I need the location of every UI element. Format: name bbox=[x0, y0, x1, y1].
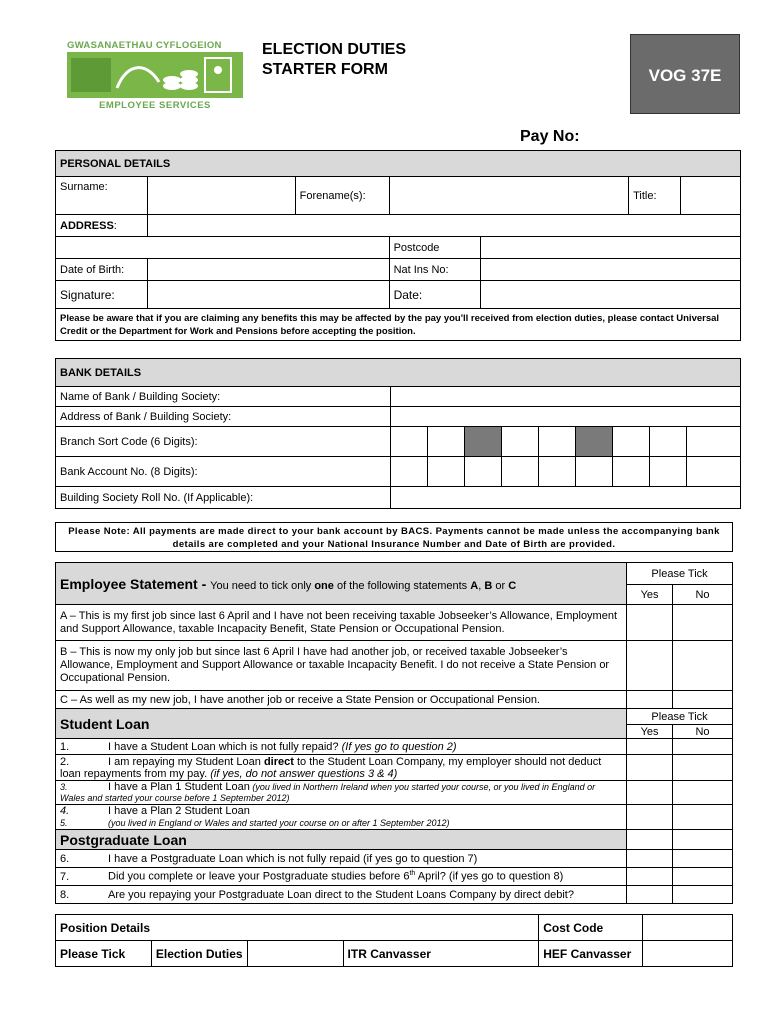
itr-canvasser-label: ITR Canvasser bbox=[343, 941, 539, 967]
hef-canvasser-box[interactable] bbox=[643, 941, 733, 967]
logo-top-text: GWASANAETHAU CYFLOGEION bbox=[67, 40, 222, 51]
bank-name-field[interactable] bbox=[391, 387, 741, 407]
surname-field[interactable] bbox=[147, 177, 295, 215]
student-yes-header: Yes bbox=[627, 725, 673, 739]
cost-code-label: Cost Code bbox=[539, 915, 643, 941]
account-digit[interactable] bbox=[539, 457, 576, 487]
student-q4: 4. I have a Plan 2 Student Loan 5. (you lived in England or Wales and started your course on or after 1 September 2012) bbox=[56, 805, 627, 830]
account-digit[interactable] bbox=[465, 457, 502, 487]
postgrad-q6: 6. I have a Postgraduate Loan which is not fully repaid (if yes go to question 7) bbox=[56, 850, 627, 868]
account-digit[interactable] bbox=[502, 457, 539, 487]
sort-code-digit[interactable] bbox=[502, 427, 539, 457]
statement-b-no-box[interactable] bbox=[673, 641, 733, 691]
postgrad-q8: 8. Are you repaying your Postgraduate Loan direct to the Student Loans Company by direct debit? bbox=[56, 886, 627, 904]
title-line-1: ELECTION DUTIES bbox=[262, 41, 407, 58]
postgrad-q8-no-box[interactable] bbox=[673, 886, 733, 904]
employee-services-logo bbox=[67, 40, 243, 112]
date-label: Date: bbox=[389, 281, 481, 309]
statement-a-yes-box[interactable] bbox=[627, 605, 673, 641]
roll-no-label: Building Society Roll No. (If Applicable): bbox=[56, 487, 391, 509]
account-digit[interactable] bbox=[613, 457, 650, 487]
student-q4-no-box[interactable] bbox=[673, 805, 733, 830]
bacs-note: Please Note: All payments are made direct to your bank account by BACS. Payments cannot be made unless the accompanying bank details are completed and your National Insurance Number and Date of Birth are provided. bbox=[55, 522, 733, 552]
student-no-header: No bbox=[673, 725, 733, 739]
personal-details-table bbox=[55, 150, 741, 341]
postgrad-q6-no-box[interactable] bbox=[673, 850, 733, 868]
statement-b-yes-box[interactable] bbox=[627, 641, 673, 691]
statement-c-no-box[interactable] bbox=[673, 691, 733, 709]
account-digit[interactable] bbox=[428, 457, 465, 487]
sort-code-digit[interactable] bbox=[539, 427, 576, 457]
nat-ins-field[interactable] bbox=[481, 259, 741, 281]
title-label: Title: bbox=[629, 177, 681, 215]
employee-statement-heading: Employee Statement - You need to tick only one of the following statements A, B or C bbox=[56, 563, 627, 605]
logo-bottom-text: EMPLOYEE SERVICES bbox=[99, 100, 211, 111]
sort-code-digit[interactable] bbox=[613, 427, 650, 457]
logo-graphic bbox=[67, 52, 243, 98]
form-title bbox=[262, 40, 406, 80]
account-spare bbox=[686, 457, 740, 487]
student-q1-no-box[interactable] bbox=[673, 739, 733, 755]
postcode-label: Postcode bbox=[389, 237, 481, 259]
election-duties-box[interactable] bbox=[247, 941, 343, 967]
postgrad-loan-heading: Postgraduate Loan bbox=[56, 830, 627, 850]
form-code-box: VOG 37E bbox=[630, 34, 740, 114]
roll-no-field[interactable] bbox=[391, 487, 741, 509]
postgrad-q7-yes-box[interactable] bbox=[627, 868, 673, 886]
surname-label: Surname: bbox=[56, 177, 148, 215]
hef-canvasser-label: HEF Canvasser bbox=[539, 941, 643, 967]
forenames-field[interactable] bbox=[389, 177, 629, 215]
bank-name-label: Name of Bank / Building Society: bbox=[56, 387, 391, 407]
bank-details-table bbox=[55, 358, 741, 509]
student-q2-yes-box[interactable] bbox=[627, 755, 673, 781]
dob-field[interactable] bbox=[147, 259, 389, 281]
sort-code-digit[interactable] bbox=[391, 427, 428, 457]
pay-no-label: Pay No: bbox=[520, 128, 580, 145]
postgrad-q7-no-box[interactable] bbox=[673, 868, 733, 886]
bank-address-field[interactable] bbox=[391, 407, 741, 427]
postgrad-q6-yes-box[interactable] bbox=[627, 850, 673, 868]
sort-code-separator bbox=[465, 427, 502, 457]
signature-label: Signature: bbox=[56, 281, 148, 309]
student-q2-no-box[interactable] bbox=[673, 755, 733, 781]
cost-code-field[interactable] bbox=[643, 915, 733, 941]
statement-a-no-box[interactable] bbox=[673, 605, 733, 641]
position-details-table bbox=[55, 914, 733, 967]
account-no-label: Bank Account No. (8 Digits): bbox=[56, 457, 391, 487]
student-q3-no-box[interactable] bbox=[673, 781, 733, 805]
postgrad-q8-yes-box[interactable] bbox=[627, 886, 673, 904]
statement-a: A – This is my first job since last 6 April and I have not been receiving taxable Jobseeker’s Allowance, Employment and Support Allowance, taxable Incapacity Benefit, State Pension or Occupational Pension. bbox=[56, 605, 627, 641]
address-label: ADDRESS: bbox=[56, 215, 148, 237]
personal-details-heading: PERSONAL DETAILS bbox=[56, 151, 741, 177]
employee-statement-table bbox=[55, 562, 733, 904]
statement-c: C – As well as my new job, I have another job or receive a State Pension or Occupational Pension. bbox=[56, 691, 627, 709]
dob-label: Date of Birth: bbox=[56, 259, 148, 281]
student-q3: 3. I have a Plan 1 Student Loan (you lived in Northern Ireland when you started your course, or you lived in England or Wales and started your course before 1 September 2012) bbox=[56, 781, 627, 805]
statement-c-yes-box[interactable] bbox=[627, 691, 673, 709]
benefits-notice: Please be aware that if you are claiming any benefits this may be affected by the pay you'll received from election duties, please contact Universal Credit or the Department for Work and Pensions before accepting the position. bbox=[56, 309, 741, 341]
statement-please-tick: Please Tick bbox=[627, 563, 733, 585]
title-field[interactable] bbox=[681, 177, 741, 215]
account-digit[interactable] bbox=[650, 457, 687, 487]
postcode-field[interactable] bbox=[481, 237, 741, 259]
postgrad-heading-no-cell bbox=[673, 830, 733, 850]
address-field-1[interactable] bbox=[147, 215, 740, 237]
student-loan-heading: Student Loan bbox=[56, 709, 627, 739]
election-duties-label: Election Duties bbox=[151, 941, 247, 967]
student-q4-yes-box[interactable] bbox=[627, 805, 673, 830]
forenames-label: Forename(s): bbox=[295, 177, 389, 215]
sort-code-digit[interactable] bbox=[650, 427, 687, 457]
signature-field[interactable] bbox=[147, 281, 389, 309]
sort-code-digit[interactable] bbox=[428, 427, 465, 457]
sort-code-separator bbox=[576, 427, 613, 457]
student-please-tick: Please Tick bbox=[627, 709, 733, 725]
sort-code-spare bbox=[686, 427, 740, 457]
position-please-tick: Please Tick bbox=[56, 941, 152, 967]
statement-b: B – This is now my only job but since last 6 April I have had another job, or received taxable Jobseeker’s Allowance, Employment and Support Allowance or taxable Incapacity Benefit. I do not receive a State Pension or Occupational Pension. bbox=[56, 641, 627, 691]
position-details-heading: Position Details bbox=[56, 915, 539, 941]
student-q2: 2. I am repaying my Student Loan direct to the Student Loan Company, my employer should not deduct loan repayments from my pay. (if yes, do not answer questions 3 & 4) bbox=[56, 755, 627, 781]
statement-yes-header: Yes bbox=[627, 585, 673, 605]
bank-details-heading: BANK DETAILS bbox=[56, 359, 741, 387]
student-q3-yes-box[interactable] bbox=[627, 781, 673, 805]
account-digit[interactable] bbox=[576, 457, 613, 487]
bank-address-label: Address of Bank / Building Society: bbox=[56, 407, 391, 427]
postgrad-heading-yes-cell bbox=[627, 830, 673, 850]
nat-ins-label: Nat Ins No: bbox=[389, 259, 481, 281]
date-field[interactable] bbox=[481, 281, 741, 309]
sort-code-label: Branch Sort Code (6 Digits): bbox=[56, 427, 391, 457]
statement-no-header: No bbox=[673, 585, 733, 605]
student-q1: 1. I have a Student Loan which is not fully repaid? (If yes go to question 2) bbox=[56, 739, 627, 755]
student-q1-yes-box[interactable] bbox=[627, 739, 673, 755]
postgrad-q7: 7. Did you complete or leave your Postgraduate studies before 6th April? (if yes go to question 8) bbox=[56, 868, 627, 886]
title-line-2: STARTER FORM bbox=[262, 61, 388, 78]
account-digit[interactable] bbox=[391, 457, 428, 487]
address-field-2[interactable] bbox=[56, 237, 390, 259]
